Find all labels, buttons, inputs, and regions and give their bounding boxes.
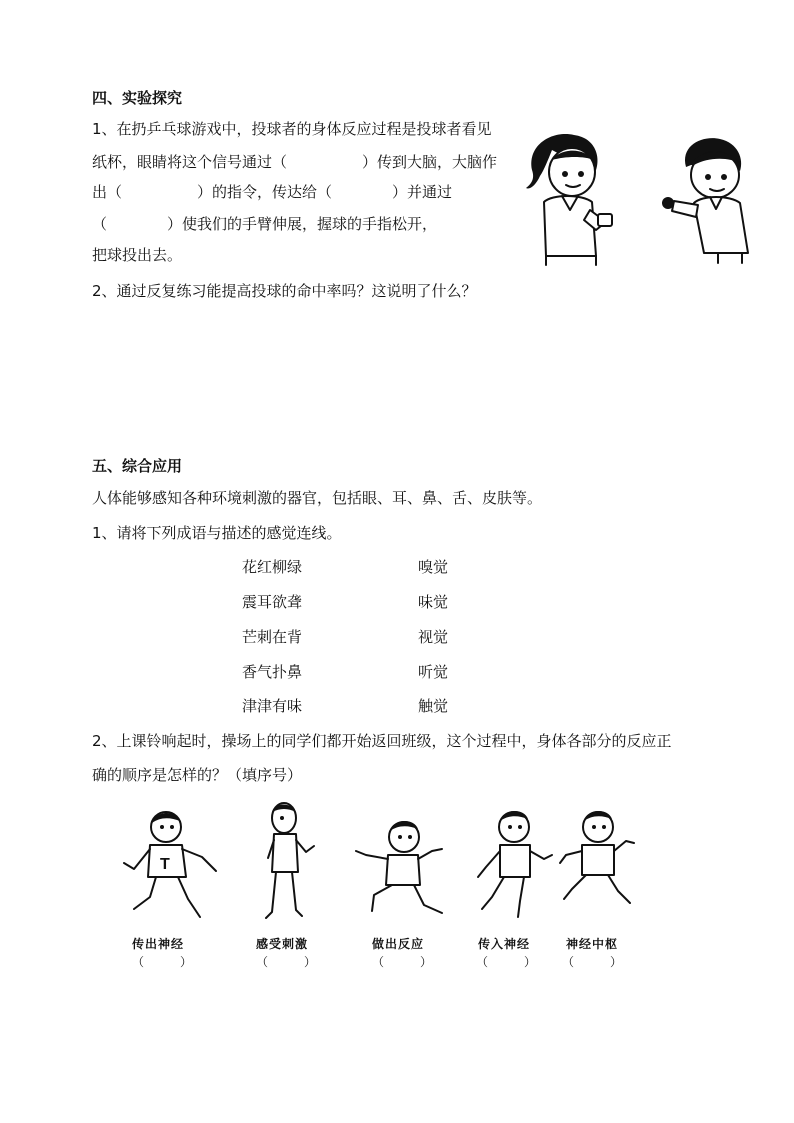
sense-item: 触觉	[418, 697, 449, 715]
sense-item: 听觉	[418, 663, 449, 681]
stage-label: 传出神经	[132, 937, 185, 951]
svg-text:T: T	[160, 856, 170, 873]
section4-title: 四、实验探究	[92, 89, 183, 107]
runner-figure-5	[556, 805, 638, 913]
q2-text: 2、通过反复练习能提高投球的命中率吗？这说明了什么？	[92, 282, 477, 300]
boy-illustration	[658, 135, 758, 265]
order-question-line-1: 2、上课铃响起时，操场上的同学们都开始返回班级，这个过程中，身体各部分的反应正	[92, 732, 672, 750]
stage-label: 神经中枢	[566, 937, 619, 951]
runner-figure-1	[120, 805, 220, 923]
q1-line-4: （ ）使我们的手臂伸展，握球的手指松开，	[92, 215, 438, 233]
stage-answer-blank[interactable]: （ ）	[476, 955, 537, 969]
order-question-line-2: 确的顺序是怎样的？（填序号）	[92, 766, 303, 784]
q1-line-5: 把球投出去。	[92, 246, 183, 264]
idiom-item: 香气扑鼻	[242, 663, 303, 681]
runner-figure-4	[474, 805, 556, 921]
stage-answer-blank[interactable]: （ ）	[562, 955, 623, 969]
q1-line-1: 1、在扔乒乓球游戏中，投球者的身体反应过程是投球者看见	[92, 120, 492, 138]
section5-title: 五、综合应用	[92, 457, 183, 475]
sense-item: 味觉	[418, 593, 449, 611]
idiom-item: 花红柳绿	[242, 558, 303, 576]
stage-label: 做出反应	[372, 937, 425, 951]
q1-line-2: 纸杯，眼睛将这个信号通过（ ）传到大脑，大脑作	[92, 153, 498, 171]
runner-figure-2	[258, 800, 318, 922]
stage-label: 传入神经	[478, 937, 531, 951]
stage-answer-blank[interactable]: （ ）	[372, 955, 433, 969]
idiom-item: 芒刺在背	[242, 628, 303, 646]
section5-intro: 人体能够感知各种环境刺激的器官，包括眼、耳、鼻、舌、皮肤等。	[92, 489, 543, 507]
idiom-item: 震耳欲聋	[242, 593, 303, 611]
stage-label: 感受刺激	[256, 937, 309, 951]
q1-line-3: 出（ ）的指令，传达给（ ）并通过	[92, 183, 453, 201]
sense-item: 嗅觉	[418, 558, 449, 576]
stage-answer-blank[interactable]: （ ）	[132, 955, 193, 969]
girl-illustration	[522, 130, 632, 265]
sense-item: 视觉	[418, 628, 449, 646]
matching-question: 1、请将下列成语与描述的感觉连线。	[92, 524, 342, 542]
stage-answer-blank[interactable]: （ ）	[256, 955, 317, 969]
idiom-item: 津津有味	[242, 697, 303, 715]
runner-figure-3	[352, 815, 452, 921]
